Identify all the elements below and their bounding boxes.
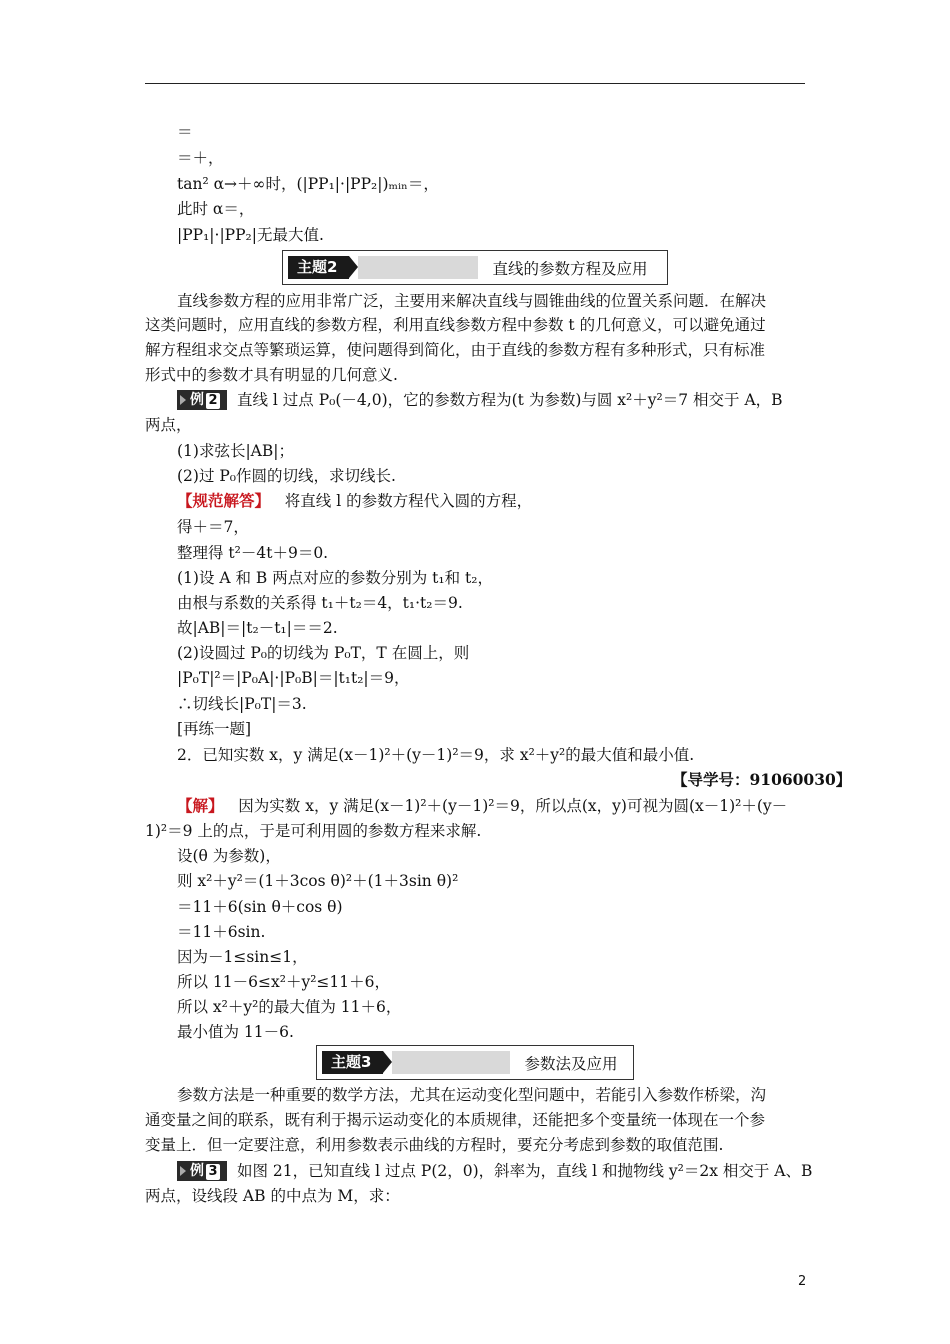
paragraph-line: 直线参数方程的应用非常广泛，主要用来解决直线与圆锥曲线的位置关系问题．在解决: [177, 292, 767, 310]
text-line: 此时 α＝，: [177, 200, 255, 218]
topic-heading-2: [282, 250, 668, 285]
text-line: ＝11＋6sin.: [177, 923, 266, 941]
text-line: 由根与系数的关系得 t₁＋t₂＝4，t₁·t₂＝9.: [177, 594, 463, 612]
paragraph-line: 变量上．但一定要注意，利用参数表示曲线的方程时，要充分考虑到参数的取值范围.: [145, 1136, 724, 1154]
text-line: 得＋＝7，: [177, 518, 249, 536]
page-number: 2: [798, 1274, 807, 1289]
solution-label: 【规范解答】: [177, 491, 271, 510]
topic-heading-3: [316, 1045, 634, 1080]
paragraph-line: 这类问题时，应用直线的参数方程，利用直线参数方程中参数 t 的几何意义，可以避免通过: [145, 316, 766, 334]
text-line: 整理得 t²－4t＋9＝0.: [177, 544, 329, 562]
text-line: 所以 x²＋y²的最大值为 11＋6，: [177, 998, 402, 1016]
solution-2-lead: 【规范解答】 将直线 l 的参数方程代入圆的方程，: [177, 491, 533, 510]
paragraph-line: 解方程组求交点等繁琐运算，使问题得到简化，由于直线的参数方程有多种形式，只有标准: [145, 341, 766, 359]
text-line: 设(θ 为参数)，: [177, 847, 281, 865]
text-line: |P₀T|²＝|P₀A|·|P₀B|＝|t₁t₂|＝9，: [177, 669, 410, 687]
topic-title: 直线的参数方程及应用: [492, 259, 648, 278]
topic-tag: 主题3: [322, 1051, 383, 1074]
text-line: 所以 11－6≤x²＋y²≤11＋6，: [177, 973, 390, 991]
question-2: (2)过 P₀作圆的切线，求切线长.: [177, 467, 396, 485]
solution-label: 【解】: [177, 796, 224, 815]
example-badge: 例 3: [177, 1161, 227, 1181]
text-line: 最小值为 11－6.: [177, 1023, 294, 1041]
practice-heading: [再练一题]: [177, 720, 252, 738]
header-rule: [145, 83, 805, 84]
practice-problem: 2．已知实数 x，y 满足(x－1)²＋(y－1)²＝9，求 x²＋y²的最大值和最小值.: [177, 746, 695, 764]
text-line: ＝: [177, 123, 193, 141]
guide-number: 【导学号：91060030】: [672, 770, 852, 789]
question-1: (1)求弦长|AB|；: [177, 442, 294, 460]
example-3-line: 例 3 如图 21，已知直线 l 过点 P(2，0)，斜率为，直线 l 和抛物线 y²＝2x 相交于 A、B: [177, 1161, 812, 1181]
example-2-line: 例 2 直线 l 过点 P₀(－4,0)，它的参数方程为(t 为参数)与圆 x²＋y²＝7 相交于 A，B: [177, 390, 783, 410]
topic-title: 参数法及应用: [524, 1054, 618, 1073]
text-line: tan² α→＋∞时，(|PP₁|·|PP₂|)ₘᵢₙ＝，: [177, 175, 439, 193]
text-line: 1)²＝9 上的点，于是可利用圆的参数方程来求解.: [145, 822, 482, 840]
text-line: ＝＋，: [177, 149, 224, 167]
topic-shade: [392, 1051, 510, 1074]
text-line: (2)设圆过 P₀的切线为 P₀T，T 在圆上，则: [177, 644, 470, 662]
topic-shade: [358, 256, 478, 279]
solution-practice-line: 【解】 因为实数 x，y 满足(x－1)²＋(y－1)²＝9，所以点(x，y)可视为圆(x－1)²＋(y－: [177, 796, 788, 815]
paragraph-line: 形式中的参数才具有明显的几何意义.: [145, 366, 398, 384]
example-badge: 例 2: [177, 390, 227, 410]
text-line: (1)设 A 和 B 两点对应的参数分别为 t₁和 t₂，: [177, 569, 493, 587]
text-line: 两点，: [145, 416, 192, 434]
topic-tag: 主题2: [288, 256, 349, 279]
paragraph-line: 通变量之间的联系，既有利于揭示运动变化的本质规律，还能把多个变量统一体现在一个参: [145, 1111, 766, 1129]
text-line: 两点，设线段 AB 的中点为 M，求：: [145, 1187, 400, 1205]
text-line: |PP₁|·|PP₂|无最大值.: [177, 226, 324, 244]
text-line: ＝11＋6(sin θ＋cos θ): [177, 898, 343, 916]
text-line: 则 x²＋y²＝(1＋3cos θ)²＋(1＋3sin θ)²: [177, 872, 459, 890]
text-line: 因为－1≤sin≤1，: [177, 948, 308, 966]
paragraph-line: 参数方法是一种重要的数学方法，尤其在运动变化型问题中，若能引入参数作桥梁，沟: [177, 1086, 767, 1104]
text-line: ∴切线长|P₀T|＝3.: [177, 695, 307, 713]
text-line: 故|AB|＝|t₂－t₁|＝＝2.: [177, 619, 338, 637]
